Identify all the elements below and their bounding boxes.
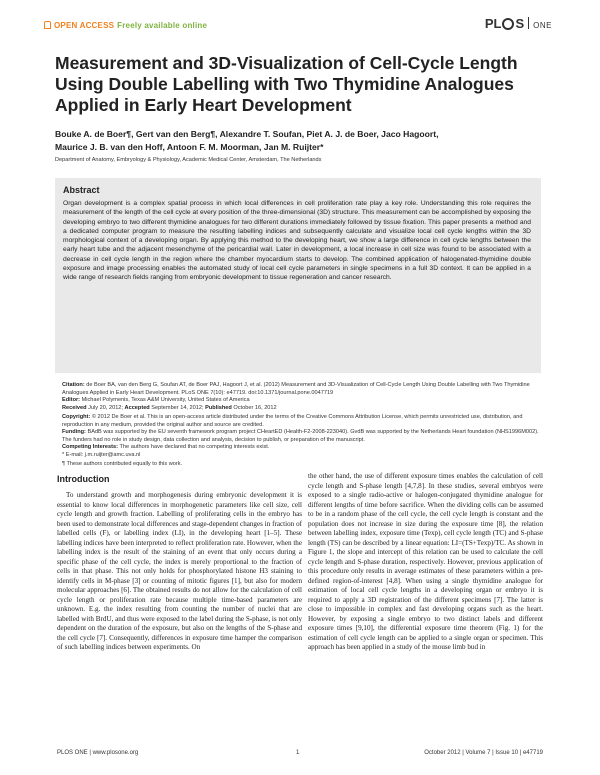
logo-circle-icon xyxy=(502,18,514,30)
authors-line-2: Maurice J. B. van den Hoff, Antoon F. M. Moorman, Jan M. Ruijter* xyxy=(55,142,324,152)
freely-available-label: Freely available online xyxy=(117,21,208,30)
dates: Received July 20, 2012; Accepted September 14, 2012; Published October 16, 2012 xyxy=(62,405,277,412)
body-column-left xyxy=(57,491,302,653)
citation: Citation: de Boer BA, van den Berg G, Soufan AT, de Boer PAJ, Hagoort J, et al. (2012) Measurement and 3D-Visualization of Cell-Cycle Length Using Double Labelling with Two Thymidine Analogues Applied in Early Heart Development. PLoS ONE 7(10): e47719. doi:10.1371/journal.pone.0047719 xyxy=(62,382,530,397)
citation-text: de Boer BA, van den Berg G, Soufan AT, de Boer PAJ, Hagoort J, et al. (2012) Measurement and 3D-Visualization of Cell-Cycle Length Using Double Labelling with Two Thymidine Analogues Applied in Early Heart Development. PLoS ONE 7(10): e47719. doi:10.1371/journal.pone.0047719 xyxy=(62,382,530,397)
editor: Editor: Michael Polymenis, Texas A&M University, United States of America xyxy=(62,396,250,403)
competing: Competing Interests: The authors have declared that no competing interests exist. xyxy=(62,443,270,450)
authors-line-1: Bouke A. de Boer¶, Gert van den Berg¶, Alexandre T. Soufan, Piet A. J. de Boer, Jaco Hagoort, xyxy=(55,129,439,139)
affiliation: Department of Anatomy, Embryology & Physiology, Academic Medical Center, Amsterdam, The Netherlands xyxy=(55,157,322,163)
email: * E-mail: j.m.ruijter@amc.uva.nl xyxy=(62,452,141,459)
abstract-text: Organ development is a complex spatial process in which local differences in cell proliferation rate play a key role. Understanding this role requires the measurement of the length of the cell cycle at every position of the three-dimensional (3D) structure. This measurement can be accomplished by exposing the developing embryo to two different thymidine analogues for two different durations immediately followed by tissue fixation. This paper presents a method and a dedicated computer program to measure the resulting labelling indices and subsequently calculate and visualize local cell cycle lengths within the 3D morphological context of a developing organ. By applying this method to the developing heart, we show a large difference in cell cycle lengths between the early heart tube and the adjacent mesenchyme of the pericardial wall. Later in development, a local increase in cell size was found to be associated with a decrease in cell cycle length in the region where the chamber myocardium starts to develop. The combined application of halogenated-thymidine double exposure and image processing enables the automated study of local cell cycle parameters in single specimens in a full 3D context. It can be applied in a wide range of research fields ranging from embryonic development to tissue regeneration and cancer research. xyxy=(63,200,531,282)
body-column-right xyxy=(308,472,543,653)
logo-divider xyxy=(528,17,529,29)
copyright: Copyright: © 2012 De Boer et al. This is an open-access article distributed under the terms of the Creative Commons Attribution License, which permits unrestricted use, distribution, and reproduction in any medium, provided the original author and source are credited. xyxy=(62,413,523,429)
funding: Funding: BAdB was supported by the EU seventh framework program project CHeartED (Health-F2-2008-223040). GvdB was supported by the Netherlands Heart foundation (NHS1996M002). The funders had no role in study design, data collection and analysis, decision to publish, or preparation of the manuscript. xyxy=(62,428,539,443)
plos-one-logo: PL S ONE xyxy=(484,16,552,31)
footer-issue: October 2012 | Volume 7 | Issue 10 | e47719 xyxy=(424,750,543,756)
abstract-heading: Abstract xyxy=(63,185,100,195)
author-list xyxy=(55,128,545,154)
open-access-banner xyxy=(44,21,207,30)
intro-paragraph-continued: the other hand, the use of different exposure times enables the calculation of cell cycle length and S-phase length [4,7,8]. In these studies, several embryos were exposed to a single radio-active or halogen-conjugated thymidine analogue for different lengths of time before sacrifice. When the dividing cells can be assumed to be in a random phase of the cell cycle, the cell cycle length is constant and the population does not increase in size during the exposure time [8], the relation between labelling index, exposure time (Texp), cell cycle length (TC) and S-phase length (TS) can be described by a linear equation: LI=(TS+Texp)/TC. As shown in Figure 1, the slope and intercept of this relation can be used to calculate the cell cycle length and S-phase duration, respectively. However, previous application of this procedure only results in average estimates of these parameters within a pre-defined region-of-interest [4,8]. When using a single thymidine analogue for estimation of local cell cycle lengths in a developing organ or embryo it is required to apply a 3D registration of the different specimens [7]. The latter is close to impossible in complex and fast developing organs such as the heart. However, by exposing a single embryo to two distinct labels and different exposure times [9,10], the differential exposure time theorem (Fig. 1) for the estimation of cell cycle length can be applied to a single organ or specimen. This approach has been applied in a study of the mouse limb bud in xyxy=(308,472,543,651)
intro-paragraph: To understand growth and morphogenesis during embryonic development it is essential to know local differences in morphogenetic parameters like cell size, cell cycle length and growth fraction. Labelling of proliferating cells in the embryo has been used to demonstrate local differences and stage-dependent changes in fraction of labelled cells (F), or labelling index (LI), in the developing heart [1–5]. These labelling indices have been interpreted to reflect proliferation rate. However, when the labelling index is the result of the staining of an event that only occurs during a specific phase of the cell cycle, the index is merely proportional to the fraction of cells in that phase. This not only holds for phosphorylated histone H3 staining to identify cells in M-phase [3] or counting of mitotic figures [1], but also for modern molecular approaches [6]. The obtained results do not allow for the calculation of cell cycle length or proliferation rate because multiple time-based parameters are unknown. E.g. the index resulting from counting the number of nuclei that are labelled with BrdU, and thus were exposed to the label during the S-phase, is not only dependent on the duration of the exposure, but also on the lengths of the S-phase and the cell cycle [7]. Consequently, differences in exposure time hamper the comparison of such labelling indices between experiments. On xyxy=(57,491,302,651)
article-title: Measurement and 3D-Visualization of Cell-Cycle Length Using Double Labelling with Two Thymidine Analogues Applied in Early Heart Development xyxy=(55,53,518,115)
introduction-heading: Introduction xyxy=(57,474,110,484)
equal-contribution: ¶ These authors contributed equally to this work. xyxy=(62,460,183,467)
footer-journal: PLOS ONE | www.plosone.org xyxy=(57,750,139,756)
open-lock-icon xyxy=(44,21,51,29)
abstract-box xyxy=(55,178,541,373)
page-number: 1 xyxy=(296,750,300,756)
open-access-label: OPEN ACCESS xyxy=(54,21,115,30)
